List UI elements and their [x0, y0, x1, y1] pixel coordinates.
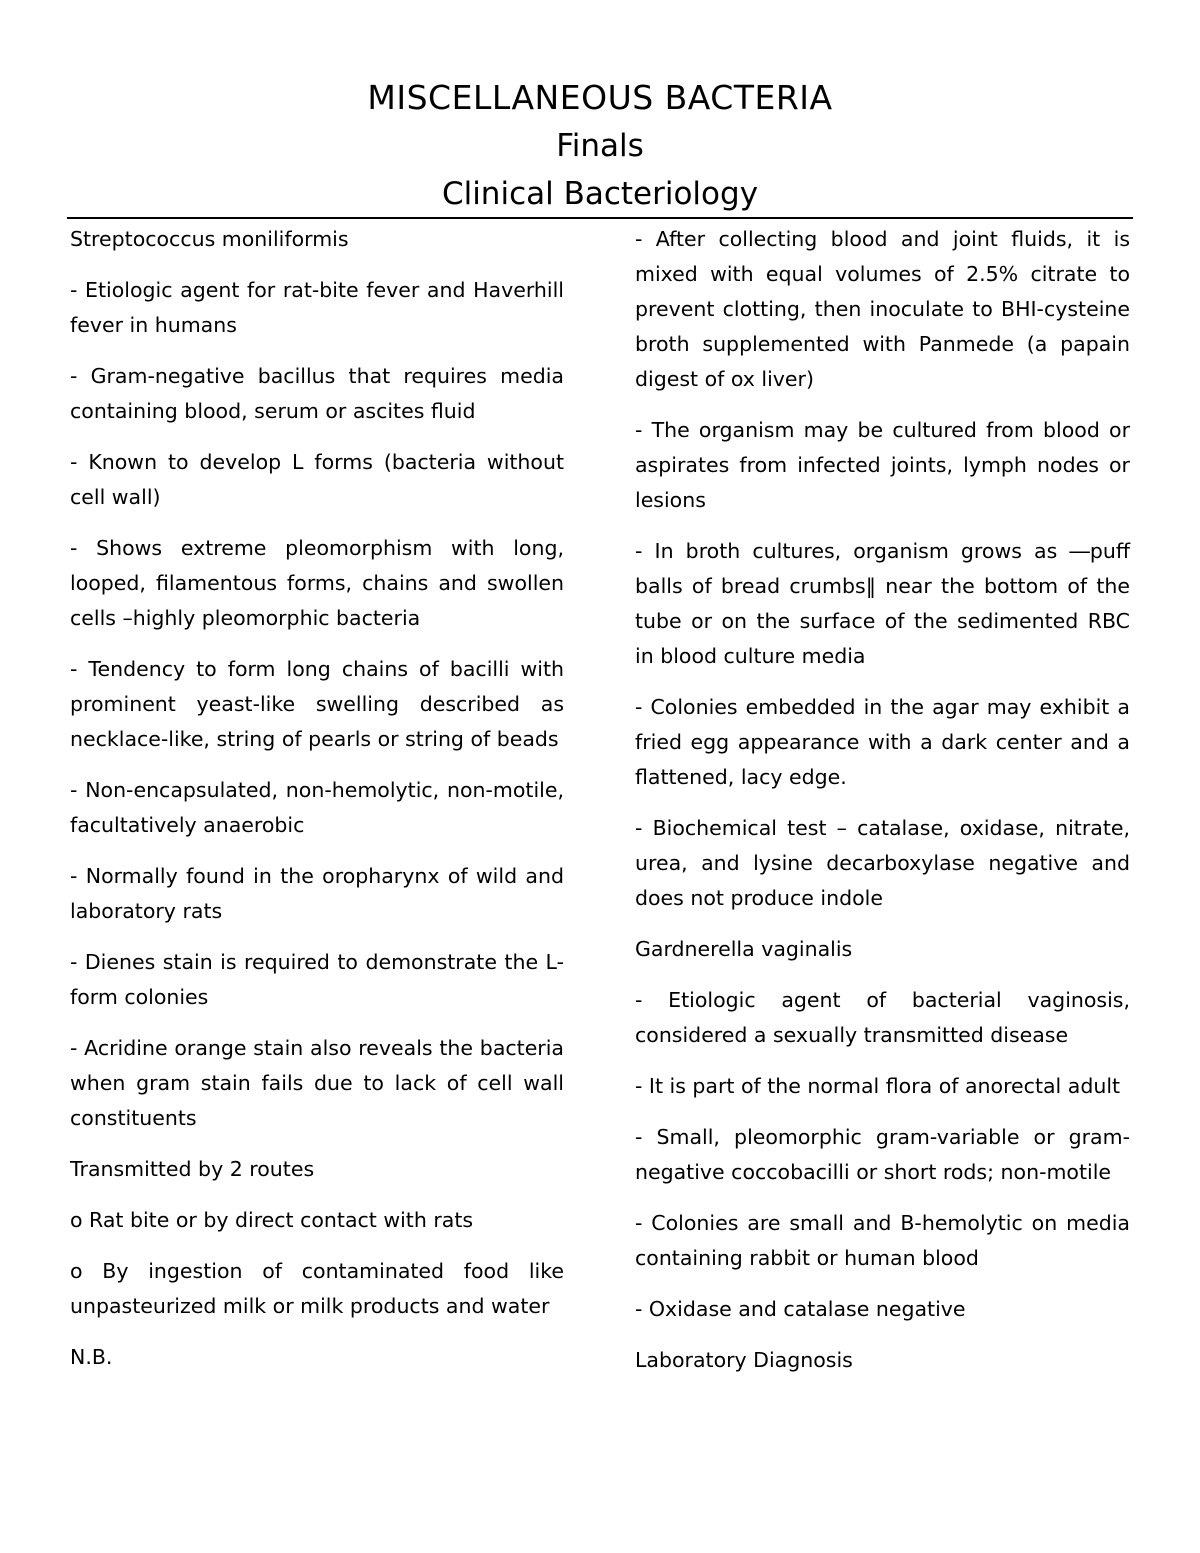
left-paragraph: - Dienes stain is required to demonstrate the L-form colonies [70, 950, 564, 1009]
left-paragraph: - Gram-negative bacillus that requires media containing blood, serum or ascites fluid [70, 364, 564, 423]
right-paragraph: - After collecting blood and joint fluids, it is mixed with equal volumes of 2.5% citrate to prevent clotting, then inoculate to BHI-cysteine broth supplemented with Panmede (a papain digest of ox liver) [635, 227, 1130, 391]
nota-bene-label: N.B. [70, 1345, 113, 1369]
section-heading-gardnerella: Gardnerella vaginalis [635, 937, 853, 961]
document-subtitle-course: Clinical Bacteriology [441, 176, 759, 212]
right-paragraph: - Oxidase and catalase negative [635, 1297, 966, 1321]
right-paragraph: - Colonies are small and B-hemolytic on media containing rabbit or human blood [635, 1211, 1130, 1270]
transmission-route: o By ingestion of contaminated food like unpasteurized milk or milk products and water [70, 1259, 564, 1318]
right-paragraph: - Colonies embedded in the agar may exhibit a fried egg appearance with a dark center and a flattened, lacy edge. [635, 695, 1130, 789]
section-heading-streptococcus: Streptococcus moniliformis [70, 227, 349, 251]
document-subtitle-exam: Finals [556, 128, 644, 164]
laboratory-diagnosis-heading: Laboratory Diagnosis [635, 1348, 853, 1372]
left-paragraph: - Acridine orange stain also reveals the bacteria when gram stain fails due to lack of cell wall constituents [70, 1036, 564, 1130]
left-paragraph: - Shows extreme pleomorphism with long, looped, filamentous forms, chains and swollen cells –highly pleomorphic bacteria [70, 536, 564, 630]
right-paragraph: - It is part of the normal flora of anorectal adult [635, 1074, 1121, 1098]
left-paragraph: - Known to develop L forms (bacteria without cell wall) [70, 450, 564, 509]
left-paragraph: - Etiologic agent for rat-bite fever and Haverhill fever in humans [70, 278, 564, 337]
left-paragraph: - Non-encapsulated, non-hemolytic, non-motile, facultatively anaerobic [70, 778, 564, 837]
header-divider [67, 217, 1133, 219]
document-title: MISCELLANEOUS BACTERIA [367, 78, 833, 117]
right-paragraph: - In broth cultures, organism grows as ―puff balls of bread crumbs‖ near the bottom of the tube or on the surface of the sedimented RBC in blood culture media [635, 539, 1130, 668]
transmission-route: o Rat bite or by direct contact with rats [70, 1208, 474, 1232]
right-paragraph: - The organism may be cultured from blood or aspirates from infected joints, lymph nodes or lesions [635, 418, 1130, 512]
transmission-heading: Transmitted by 2 routes [70, 1157, 315, 1181]
left-paragraph: - Tendency to form long chains of bacilli with prominent yeast-like swelling described as necklace-like, string of pearls or string of beads [70, 657, 564, 751]
right-paragraph: - Etiologic agent of bacterial vaginosis, considered a sexually transmitted disease [635, 988, 1130, 1047]
left-column [70, 222, 564, 1391]
right-column [635, 222, 1130, 1394]
right-paragraph: - Small, pleomorphic gram-variable or gram-negative coccobacilli or short rods; non-motile [635, 1125, 1130, 1184]
document-header [0, 74, 1200, 218]
right-paragraph: - Biochemical test – catalase, oxidase, nitrate, urea, and lysine decarboxylase negative and does not produce indole [635, 816, 1130, 910]
left-paragraph: - Normally found in the oropharynx of wild and laboratory rats [70, 864, 564, 923]
